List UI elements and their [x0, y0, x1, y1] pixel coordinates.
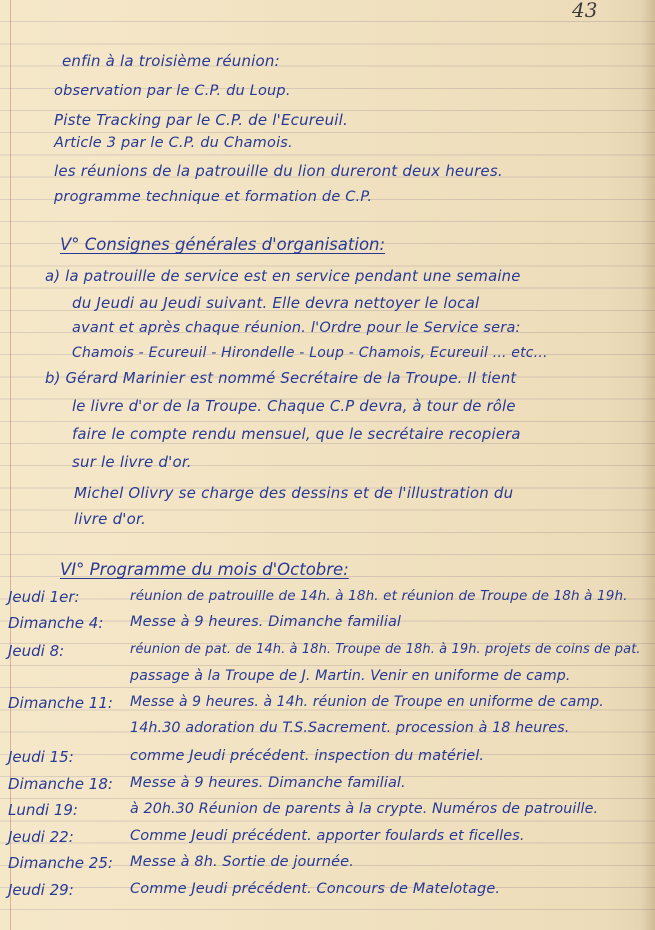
schedule-day: Jeudi 15:: [8, 748, 74, 766]
schedule-text: Comme Jeudi précédent. Concours de Matelotage.: [130, 881, 501, 897]
schedule-day: Jeudi 8:: [8, 642, 65, 660]
section-5-line: Michel Olivry se charge des dessins et de l'illustration du: [74, 484, 514, 502]
schedule-text: réunion de pat. de 14h. à 18h. Troupe de 18h. à 19h. projets de coins de pat.: [130, 642, 641, 657]
section-5-line: b) Gérard Marinier est nommé Secrétaire de la Troupe. Il tient: [45, 370, 517, 387]
intro-line: les réunions de la patrouille du lion dureront deux heures.: [54, 162, 503, 180]
section-5-heading: V° Consignes générales d'organisation:: [60, 235, 386, 254]
schedule-day: Jeudi 1er:: [8, 588, 80, 606]
section-5-line: le livre d'or de la Troupe. Chaque C.P devra, à tour de rôle: [72, 398, 516, 415]
section-5-line: du Jeudi au Jeudi suivant. Elle devra nettoyer le local: [72, 294, 480, 312]
section-6-heading: VI° Programme du mois d'Octobre:: [60, 560, 349, 579]
schedule-text: Messe à 8h. Sortie de journée.: [130, 854, 354, 870]
page-number: 43: [572, 0, 598, 22]
schedule-day: Dimanche 11:: [8, 694, 113, 712]
schedule-text: comme Jeudi précédent. inspection du matériel.: [130, 748, 485, 764]
schedule-day: Dimanche 25:: [8, 854, 113, 872]
schedule-day: Lundi 19:: [8, 801, 78, 819]
schedule-text: 14h.30 adoration du T.S.Sacrement. procession à 18 heures.: [130, 720, 570, 736]
section-5-line: avant et après chaque réunion. l'Ordre pour le Service sera:: [72, 320, 521, 336]
intro-line: enfin à la troisième réunion:: [62, 52, 280, 70]
section-5-line: a) la patrouille de service est en service pendant une semaine: [45, 268, 521, 285]
schedule-text: Messe à 9 heures. Dimanche familial: [130, 614, 402, 630]
schedule-day: Jeudi 22:: [8, 828, 74, 846]
schedule-day: Jeudi 29:: [8, 881, 74, 899]
schedule-text: passage à la Troupe de J. Martin. Venir en uniforme de camp.: [130, 668, 571, 684]
schedule-text: Messe à 9 heures. à 14h. réunion de Troupe en uniforme de camp.: [130, 694, 604, 710]
section-5-line: sur le livre d'or.: [72, 453, 192, 471]
intro-line: Article 3 par le C.P. du Chamois.: [54, 135, 293, 151]
intro-line: observation par le C.P. du Loup.: [54, 83, 291, 99]
page-edge-shadow: [641, 0, 655, 930]
schedule-text: Messe à 9 heures. Dimanche familial.: [130, 775, 406, 791]
section-5-line: faire le compte rendu mensuel, que le secrétaire recopiera: [72, 426, 521, 443]
intro-line: programme technique et formation de C.P.: [54, 189, 373, 205]
section-5-line: Chamois - Ecureuil - Hirondelle - Loup - Chamois, Ecureuil ... etc...: [72, 345, 548, 361]
schedule-text: à 20h.30 Réunion de parents à la crypte. Numéros de patrouille.: [130, 801, 599, 817]
schedule-day: Dimanche 4:: [8, 614, 104, 632]
section-5-line: livre d'or.: [74, 510, 146, 528]
schedule-text: réunion de patrouille de 14h. à 18h. et réunion de Troupe de 18h à 19h.: [130, 588, 628, 604]
schedule-text: Comme Jeudi précédent. apporter foulards et ficelles.: [130, 828, 525, 844]
intro-line: Piste Tracking par le C.P. de l'Ecureuil.: [54, 111, 348, 129]
schedule-day: Dimanche 18:: [8, 775, 113, 793]
